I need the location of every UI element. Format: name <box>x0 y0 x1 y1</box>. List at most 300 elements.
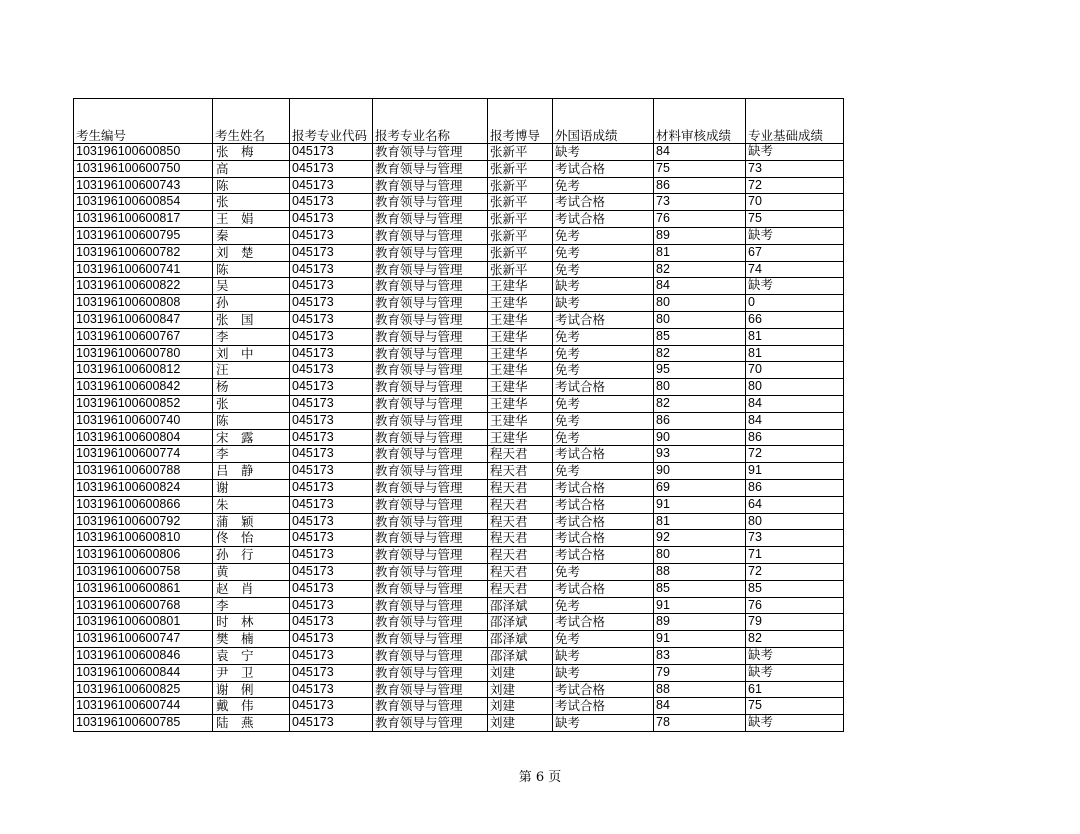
table-cell: 张 国 <box>213 311 290 328</box>
table-cell: 103196100600788 <box>74 463 213 480</box>
table-cell: 教育领导与管理 <box>373 395 488 412</box>
table-cell: 91 <box>654 631 746 648</box>
table-cell: 缺考 <box>553 647 654 664</box>
table-cell: 教育领导与管理 <box>373 446 488 463</box>
table-row <box>74 715 844 732</box>
table-cell: 80 <box>746 379 844 396</box>
table-row <box>74 261 844 278</box>
table-cell: 樊 楠 <box>213 631 290 648</box>
table-cell: 80 <box>654 311 746 328</box>
table-cell: 吴 <box>213 278 290 295</box>
table-cell: 考试合格 <box>553 160 654 177</box>
table-cell: 103196100600844 <box>74 664 213 681</box>
table-cell: 103196100600785 <box>74 715 213 732</box>
table-cell: 73 <box>654 194 746 211</box>
table-cell: 045173 <box>290 160 373 177</box>
table-cell: 045173 <box>290 345 373 362</box>
table-row <box>74 362 844 379</box>
table-cell: 91 <box>654 597 746 614</box>
table-cell: 程天君 <box>488 563 553 580</box>
table-cell: 王建华 <box>488 295 553 312</box>
table-cell: 045173 <box>290 244 373 261</box>
table-cell: 缺考 <box>746 664 844 681</box>
table-cell: 教育领导与管理 <box>373 614 488 631</box>
table-cell: 103196100600852 <box>74 395 213 412</box>
table-cell: 84 <box>654 144 746 161</box>
table-cell: 89 <box>654 614 746 631</box>
table-cell: 教育领导与管理 <box>373 160 488 177</box>
table-row <box>74 463 844 480</box>
table-cell: 张新平 <box>488 244 553 261</box>
table-cell: 73 <box>746 530 844 547</box>
table-cell: 85 <box>654 580 746 597</box>
table-cell: 103196100600741 <box>74 261 213 278</box>
header-cell: 考生编号 <box>74 99 213 144</box>
table-cell: 李 <box>213 328 290 345</box>
table-cell: 教育领导与管理 <box>373 547 488 564</box>
table-cell: 吕 静 <box>213 463 290 480</box>
table-cell: 教育领导与管理 <box>373 227 488 244</box>
table-cell: 教育领导与管理 <box>373 698 488 715</box>
table-row <box>74 379 844 396</box>
table-cell: 103196100600792 <box>74 513 213 530</box>
table-cell: 考试合格 <box>553 194 654 211</box>
table-cell: 86 <box>654 412 746 429</box>
table-cell: 74 <box>746 261 844 278</box>
table-cell: 83 <box>654 647 746 664</box>
table-cell: 045173 <box>290 328 373 345</box>
table-cell: 86 <box>654 177 746 194</box>
table-cell: 蒲 颖 <box>213 513 290 530</box>
table-cell: 刘建 <box>488 681 553 698</box>
table-cell: 王建华 <box>488 345 553 362</box>
table-cell: 103196100600817 <box>74 211 213 228</box>
table-cell: 教育领导与管理 <box>373 513 488 530</box>
table-cell: 考试合格 <box>553 211 654 228</box>
table-cell: 教育领导与管理 <box>373 563 488 580</box>
table-cell: 宋 露 <box>213 429 290 446</box>
table-cell: 考试合格 <box>553 379 654 396</box>
table-row <box>74 547 844 564</box>
table-cell: 75 <box>746 698 844 715</box>
table-cell: 045173 <box>290 429 373 446</box>
table-cell: 61 <box>746 681 844 698</box>
table-cell: 教育领导与管理 <box>373 681 488 698</box>
table-row <box>74 311 844 328</box>
table-cell: 李 <box>213 597 290 614</box>
table-cell: 教育领导与管理 <box>373 597 488 614</box>
table-cell: 103196100600795 <box>74 227 213 244</box>
table-cell: 91 <box>746 463 844 480</box>
table-row <box>74 412 844 429</box>
table-cell: 84 <box>746 395 844 412</box>
table-cell: 张新平 <box>488 160 553 177</box>
table-cell: 张新平 <box>488 227 553 244</box>
table-cell: 张新平 <box>488 194 553 211</box>
table-cell: 103196100600822 <box>74 278 213 295</box>
table-cell: 王 娟 <box>213 211 290 228</box>
table-cell: 86 <box>746 479 844 496</box>
table-cell: 66 <box>746 311 844 328</box>
table-cell: 陈 <box>213 177 290 194</box>
table-cell: 缺考 <box>746 647 844 664</box>
table-cell: 赵 肖 <box>213 580 290 597</box>
table-cell: 缺考 <box>553 278 654 295</box>
table-cell: 82 <box>746 631 844 648</box>
table-cell: 70 <box>746 362 844 379</box>
table-cell: 刘 中 <box>213 345 290 362</box>
table-cell: 程天君 <box>488 580 553 597</box>
table-row <box>74 160 844 177</box>
table-cell: 80 <box>746 513 844 530</box>
table-cell: 刘 楚 <box>213 244 290 261</box>
table-cell: 045173 <box>290 580 373 597</box>
table-cell: 103196100600842 <box>74 379 213 396</box>
table-cell: 教育领导与管理 <box>373 311 488 328</box>
table-cell: 免考 <box>553 597 654 614</box>
table-row <box>74 278 844 295</box>
table-cell: 免考 <box>553 244 654 261</box>
table-cell: 045173 <box>290 681 373 698</box>
table-cell: 103196100600810 <box>74 530 213 547</box>
table-cell: 69 <box>654 479 746 496</box>
table-cell: 0 <box>746 295 844 312</box>
header-cell: 报考专业代码 <box>290 99 373 144</box>
table-cell: 82 <box>654 395 746 412</box>
table-row <box>74 530 844 547</box>
table-cell: 尹 卫 <box>213 664 290 681</box>
table-cell: 免考 <box>553 631 654 648</box>
table-cell: 045173 <box>290 227 373 244</box>
table-row <box>74 664 844 681</box>
table-cell: 张 <box>213 395 290 412</box>
table-cell: 103196100600768 <box>74 597 213 614</box>
table-cell: 王建华 <box>488 412 553 429</box>
table-cell: 76 <box>654 211 746 228</box>
table-cell: 70 <box>746 194 844 211</box>
table-cell: 教育领导与管理 <box>373 715 488 732</box>
table-cell: 教育领导与管理 <box>373 244 488 261</box>
table-cell: 103196100600846 <box>74 647 213 664</box>
table-cell: 72 <box>746 446 844 463</box>
table-cell: 缺考 <box>746 227 844 244</box>
table-cell: 程天君 <box>488 446 553 463</box>
table-cell: 91 <box>654 496 746 513</box>
table-cell: 袁 宁 <box>213 647 290 664</box>
table-cell: 045173 <box>290 194 373 211</box>
table-cell: 佟 怡 <box>213 530 290 547</box>
table-row <box>74 328 844 345</box>
table-cell: 教育领导与管理 <box>373 664 488 681</box>
table-cell: 免考 <box>553 345 654 362</box>
table-cell: 教育领导与管理 <box>373 647 488 664</box>
table-cell: 王建华 <box>488 278 553 295</box>
table-cell: 71 <box>746 547 844 564</box>
table-row <box>74 194 844 211</box>
table-cell: 教育领导与管理 <box>373 379 488 396</box>
table-cell: 81 <box>654 244 746 261</box>
table-cell: 考试合格 <box>553 513 654 530</box>
score-table <box>73 98 844 732</box>
table-cell: 缺考 <box>553 664 654 681</box>
table-cell: 84 <box>746 412 844 429</box>
table-row <box>74 429 844 446</box>
table-cell: 免考 <box>553 328 654 345</box>
table-cell: 045173 <box>290 496 373 513</box>
table-cell: 教育领导与管理 <box>373 580 488 597</box>
table-row <box>74 446 844 463</box>
table-cell: 045173 <box>290 479 373 496</box>
table-cell: 045173 <box>290 463 373 480</box>
table-cell: 考试合格 <box>553 479 654 496</box>
table-cell: 免考 <box>553 395 654 412</box>
table-cell: 教育领导与管理 <box>373 530 488 547</box>
table-cell: 王建华 <box>488 311 553 328</box>
table-cell: 045173 <box>290 513 373 530</box>
table-cell: 81 <box>746 345 844 362</box>
table-cell: 75 <box>654 160 746 177</box>
table-cell: 045173 <box>290 362 373 379</box>
table-cell: 王建华 <box>488 328 553 345</box>
table-cell: 84 <box>654 698 746 715</box>
table-cell: 教育领导与管理 <box>373 144 488 161</box>
table-cell: 王建华 <box>488 395 553 412</box>
table-cell: 刘建 <box>488 715 553 732</box>
table-cell: 孙 <box>213 295 290 312</box>
table-cell: 教育领导与管理 <box>373 345 488 362</box>
table-cell: 045173 <box>290 715 373 732</box>
table-cell: 045173 <box>290 295 373 312</box>
table-cell: 64 <box>746 496 844 513</box>
table-cell: 045173 <box>290 379 373 396</box>
table-row <box>74 496 844 513</box>
table-cell: 程天君 <box>488 479 553 496</box>
table-cell: 谢 俐 <box>213 681 290 698</box>
table-cell: 103196100600774 <box>74 446 213 463</box>
table-cell: 教育领导与管理 <box>373 631 488 648</box>
table-cell: 教育领导与管理 <box>373 463 488 480</box>
table-cell: 缺考 <box>553 715 654 732</box>
table-cell: 高 <box>213 160 290 177</box>
page-number: 第 6 页 <box>518 770 562 785</box>
table-cell: 103196100600767 <box>74 328 213 345</box>
table-cell: 考试合格 <box>553 446 654 463</box>
table-cell: 84 <box>654 278 746 295</box>
table-cell: 杨 <box>213 379 290 396</box>
table-cell: 103196100600747 <box>74 631 213 648</box>
header-cell: 报考博导 <box>488 99 553 144</box>
table-cell: 72 <box>746 563 844 580</box>
table-cell: 考试合格 <box>553 681 654 698</box>
table-cell: 045173 <box>290 547 373 564</box>
table-cell: 103196100600744 <box>74 698 213 715</box>
table-cell: 免考 <box>553 362 654 379</box>
table-cell: 045173 <box>290 631 373 648</box>
table-cell: 刘建 <box>488 664 553 681</box>
table-cell: 045173 <box>290 261 373 278</box>
table-cell: 045173 <box>290 446 373 463</box>
header-cell: 外国语成绩 <box>553 99 654 144</box>
table-cell: 103196100600780 <box>74 345 213 362</box>
table-cell: 045173 <box>290 395 373 412</box>
table-cell: 陈 <box>213 261 290 278</box>
table-cell: 缺考 <box>553 144 654 161</box>
table-body <box>74 144 844 732</box>
table-cell: 81 <box>746 328 844 345</box>
table-cell: 教育领导与管理 <box>373 328 488 345</box>
table-cell: 86 <box>746 429 844 446</box>
table-row <box>74 631 844 648</box>
table-cell: 考试合格 <box>553 311 654 328</box>
table-row <box>74 227 844 244</box>
table-cell: 朱 <box>213 496 290 513</box>
table-cell: 85 <box>654 328 746 345</box>
table-row <box>74 144 844 161</box>
table-cell: 考试合格 <box>553 547 654 564</box>
table-cell: 72 <box>746 177 844 194</box>
table-cell: 教育领导与管理 <box>373 295 488 312</box>
table-cell: 045173 <box>290 211 373 228</box>
table-cell: 103196100600782 <box>74 244 213 261</box>
table-cell: 邵泽斌 <box>488 631 553 648</box>
table-cell: 教育领导与管理 <box>373 177 488 194</box>
table-cell: 邵泽斌 <box>488 647 553 664</box>
table-cell: 邵泽斌 <box>488 614 553 631</box>
table-row <box>74 244 844 261</box>
table-cell: 73 <box>746 160 844 177</box>
table-cell: 免考 <box>553 563 654 580</box>
table-cell: 考试合格 <box>553 614 654 631</box>
table-cell: 缺考 <box>746 715 844 732</box>
table-cell: 教育领导与管理 <box>373 362 488 379</box>
table-cell: 教育领导与管理 <box>373 412 488 429</box>
table-cell: 67 <box>746 244 844 261</box>
header-cell: 专业基础成绩 <box>746 99 844 144</box>
table-cell: 89 <box>654 227 746 244</box>
table-cell: 045173 <box>290 698 373 715</box>
table-cell: 80 <box>654 379 746 396</box>
table-cell: 王建华 <box>488 379 553 396</box>
table-cell: 80 <box>654 295 746 312</box>
table-header-row <box>74 99 844 144</box>
table-cell: 103196100600806 <box>74 547 213 564</box>
table-cell: 103196100600824 <box>74 479 213 496</box>
table-cell: 045173 <box>290 647 373 664</box>
table-cell: 103196100600758 <box>74 563 213 580</box>
table-cell: 张新平 <box>488 177 553 194</box>
table-cell: 85 <box>746 580 844 597</box>
table-cell: 程天君 <box>488 513 553 530</box>
table-cell: 95 <box>654 362 746 379</box>
table-cell: 教育领导与管理 <box>373 496 488 513</box>
table-cell: 程天君 <box>488 463 553 480</box>
table-cell: 90 <box>654 463 746 480</box>
table-cell: 045173 <box>290 530 373 547</box>
table-cell: 80 <box>654 547 746 564</box>
table-cell: 免考 <box>553 261 654 278</box>
table-cell: 103196100600850 <box>74 144 213 161</box>
table-cell: 92 <box>654 530 746 547</box>
table-cell: 谢 <box>213 479 290 496</box>
table-cell: 张新平 <box>488 261 553 278</box>
table-cell: 李 <box>213 446 290 463</box>
table-cell: 90 <box>654 429 746 446</box>
table-cell: 教育领导与管理 <box>373 479 488 496</box>
table-row <box>74 395 844 412</box>
table-cell: 045173 <box>290 614 373 631</box>
table-row <box>74 563 844 580</box>
table-row <box>74 614 844 631</box>
table-cell: 103196100600861 <box>74 580 213 597</box>
table-cell: 孙 行 <box>213 547 290 564</box>
table-cell: 王建华 <box>488 429 553 446</box>
table-cell: 103196100600812 <box>74 362 213 379</box>
table-cell: 103196100600825 <box>74 681 213 698</box>
table-cell: 88 <box>654 563 746 580</box>
table-cell: 103196100600743 <box>74 177 213 194</box>
table-cell: 张 梅 <box>213 144 290 161</box>
table-row <box>74 681 844 698</box>
table-cell: 045173 <box>290 412 373 429</box>
table-cell: 免考 <box>553 177 654 194</box>
table-row <box>74 177 844 194</box>
table-cell: 79 <box>746 614 844 631</box>
table-cell: 045173 <box>290 144 373 161</box>
table-cell: 045173 <box>290 311 373 328</box>
table-cell: 张新平 <box>488 211 553 228</box>
table-cell: 103196100600740 <box>74 412 213 429</box>
table-cell: 103196100600801 <box>74 614 213 631</box>
table-cell: 缺考 <box>746 278 844 295</box>
table-cell: 82 <box>654 345 746 362</box>
table-row <box>74 295 844 312</box>
table-cell: 教育领导与管理 <box>373 429 488 446</box>
table-cell: 考试合格 <box>553 496 654 513</box>
table-cell: 79 <box>654 664 746 681</box>
table-cell: 戴 伟 <box>213 698 290 715</box>
table-cell: 88 <box>654 681 746 698</box>
table-row <box>74 597 844 614</box>
table-cell: 045173 <box>290 597 373 614</box>
table-cell: 教育领导与管理 <box>373 194 488 211</box>
table-cell: 陆 燕 <box>213 715 290 732</box>
table-cell: 邵泽斌 <box>488 597 553 614</box>
table-cell: 045173 <box>290 563 373 580</box>
table-cell: 免考 <box>553 429 654 446</box>
table-cell: 缺考 <box>746 144 844 161</box>
table-row <box>74 211 844 228</box>
table-row <box>74 345 844 362</box>
table-cell: 考试合格 <box>553 530 654 547</box>
table-cell: 81 <box>654 513 746 530</box>
table-cell: 教育领导与管理 <box>373 278 488 295</box>
table-row <box>74 513 844 530</box>
table-cell: 93 <box>654 446 746 463</box>
table-row <box>74 647 844 664</box>
table-cell: 103196100600750 <box>74 160 213 177</box>
table-cell: 免考 <box>553 227 654 244</box>
table-cell: 缺考 <box>553 295 654 312</box>
table-cell: 教育领导与管理 <box>373 211 488 228</box>
table-cell: 程天君 <box>488 496 553 513</box>
table-cell: 103196100600854 <box>74 194 213 211</box>
table-row <box>74 698 844 715</box>
table-cell: 程天君 <box>488 530 553 547</box>
header-cell: 材料审核成绩 <box>654 99 746 144</box>
table-cell: 75 <box>746 211 844 228</box>
table-cell: 045173 <box>290 177 373 194</box>
table-cell: 78 <box>654 715 746 732</box>
